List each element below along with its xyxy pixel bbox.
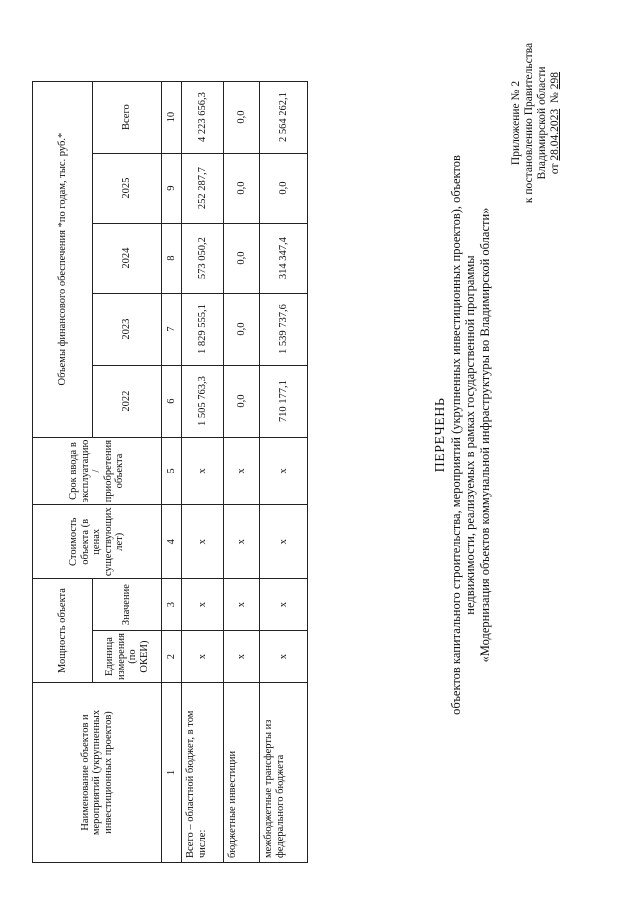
row-2025: 0,0 [260, 153, 308, 223]
title-line-1: объектов капитального строительства, мероприятий (укрупненных инвестиционных проектов), объектов [448, 155, 463, 715]
objects-table [32, 81, 308, 863]
row-total: 4 223 656,3 [182, 81, 224, 153]
row-2022: 1 505 763,3 [182, 365, 224, 437]
row-value: х [224, 579, 260, 631]
row-2022: 710 177,1 [260, 365, 308, 437]
row-2024: 573 050,2 [182, 223, 224, 293]
col-number: 4 [162, 505, 182, 579]
header-row-1 [33, 81, 93, 862]
annex-line-1: Приложение № 2 [510, 80, 522, 166]
table-row [224, 81, 260, 862]
row-value: х [182, 579, 224, 631]
row-name: бюджетные инвестиции [224, 683, 260, 863]
col-number: 8 [162, 223, 182, 293]
row-total: 2 564 262,1 [260, 81, 308, 153]
annex-line-2: к постановлению Правительства [523, 42, 535, 204]
annex-line-3: Владимирской области [536, 66, 548, 180]
col-number: 2 [162, 631, 182, 683]
annex-date-line [549, 23, 562, 223]
header-unit: Единица измерения (по ОКЕИ) [93, 631, 162, 683]
annex-date-prefix: от [549, 163, 561, 175]
row-unit: х [260, 631, 308, 683]
col-number: 7 [162, 293, 182, 365]
table-row [182, 81, 224, 862]
header-funding: Объемы финансового обеспечения *по годам, тыс. руб.* [33, 81, 93, 437]
row-2023: 1 829 555,1 [182, 293, 224, 365]
row-2024: 314 347,4 [260, 223, 308, 293]
row-cost: х [182, 505, 224, 579]
row-name: Всего – областной бюджет, в том числе: [182, 683, 224, 863]
row-term: х [182, 437, 224, 505]
row-2022: 0,0 [224, 365, 260, 437]
header-2025: 2025 [93, 153, 162, 223]
annex-block [510, 23, 562, 223]
col-number: 1 [162, 683, 182, 863]
col-number: 9 [162, 153, 182, 223]
row-2025: 252 287,7 [182, 153, 224, 223]
col-number: 10 [162, 81, 182, 153]
row-term: х [260, 437, 308, 505]
col-number: 5 [162, 437, 182, 505]
row-2023: 0,0 [224, 293, 260, 365]
column-number-row [162, 81, 182, 862]
row-total: 0,0 [224, 81, 260, 153]
document-title [434, 115, 492, 755]
row-unit: х [182, 631, 224, 683]
row-2023: 1 539 737,6 [260, 293, 308, 365]
annex-number-prefix: № [549, 92, 561, 104]
row-name: межбюджетные трансферты из федерального бюджета [260, 683, 308, 863]
row-2024: 0,0 [224, 223, 260, 293]
col-number: 6 [162, 365, 182, 437]
header-capacity: Мощность объекта [33, 579, 93, 683]
row-2025: 0,0 [224, 153, 260, 223]
header-total: Всего [93, 81, 162, 153]
title-line-2: недвижимости, реализуемых в рамках государственной программы [463, 255, 477, 615]
col-number: 3 [162, 579, 182, 631]
annex-date: 28.04.2023 [549, 108, 561, 161]
header-value: Значение [93, 579, 162, 631]
row-unit: х [224, 631, 260, 683]
header-name: Наименование объектов и мероприятий (укрупненных инвестиционных проектов) [33, 683, 162, 863]
annex-number: 298 [549, 71, 561, 90]
row-value: х [260, 579, 308, 631]
row-cost: х [224, 505, 260, 579]
title-heading: ПЕРЕЧЕНЬ [433, 397, 448, 473]
row-cost: х [260, 505, 308, 579]
header-cost: Стоимость объекта (в ценах существующих лет) [33, 505, 162, 579]
table-row [260, 81, 308, 862]
row-term: х [224, 437, 260, 505]
title-line-3: «Модернизация объектов коммунальной инфраструктуры во Владимирской области» [477, 207, 492, 663]
header-2023: 2023 [93, 293, 162, 365]
header-2022: 2022 [93, 365, 162, 437]
header-2024: 2024 [93, 223, 162, 293]
header-term: Срок ввода в эксплуатацию / приобретения объекта [33, 437, 162, 505]
